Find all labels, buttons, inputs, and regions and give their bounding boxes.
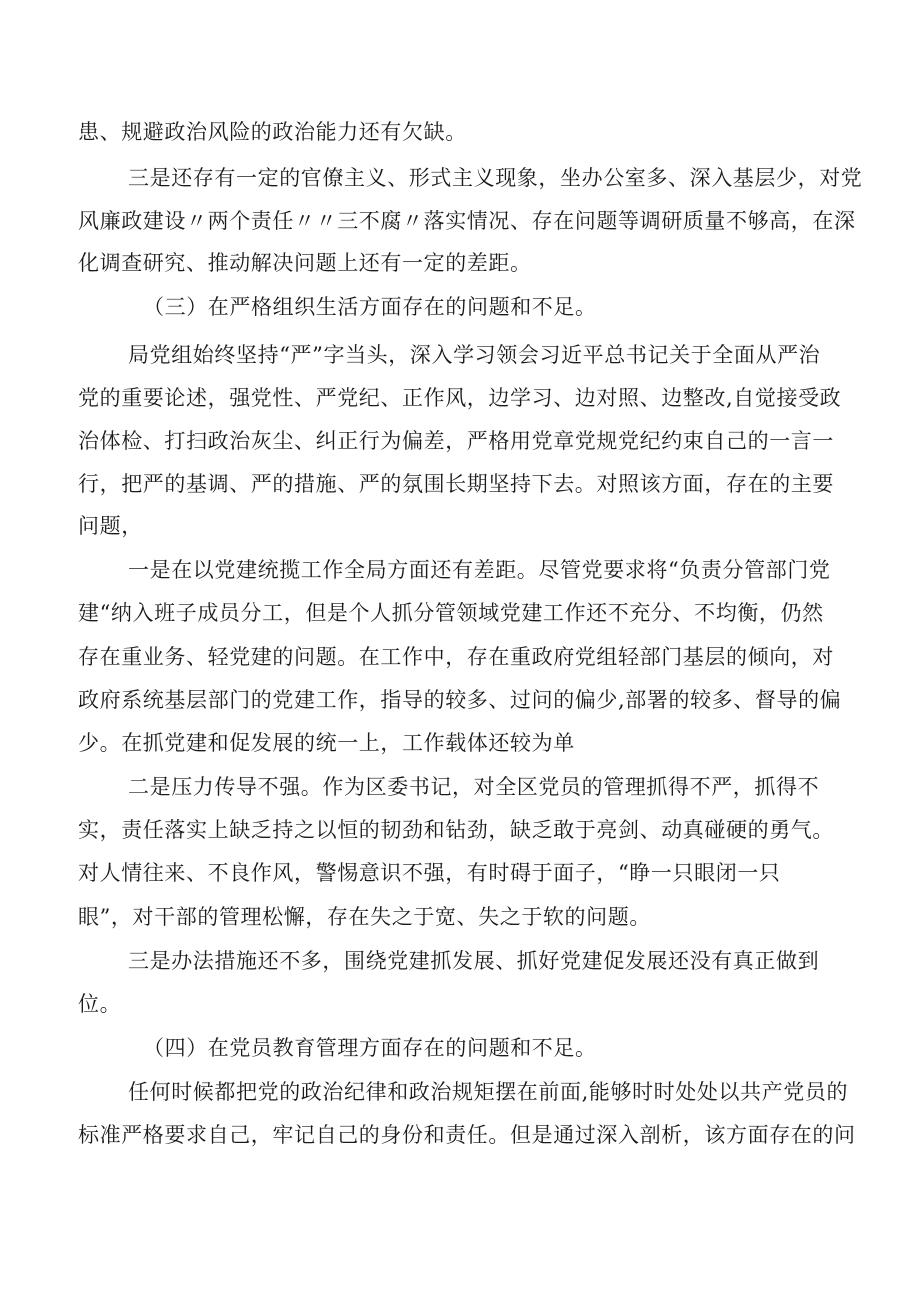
text-line: 一是在以党建统揽工作全局方面还有差距。尽管党要求将“负责分管部门党	[128, 558, 831, 582]
text-line: 问题，	[78, 514, 143, 538]
text-line: 标准严格要求自己，牢记自己的身份和责任。但是通过深入剖析，该方面存在的问	[78, 1123, 856, 1147]
text-line: 眼”，对干部的管理松懈，存在失之于宽、失之于软的问题。	[78, 905, 651, 929]
text-line: 二是压力传导不强。作为区委书记，对全区党员的管理抓得不严，抓得不	[128, 775, 820, 799]
text-line: 化调查研究、推动解决问题上还有一定的差距。	[78, 251, 532, 275]
text-line: 任何时候都把党的政治纪律和政治规矩摆在前面,能够时时处处以共产党员的	[128, 1080, 849, 1104]
text-line: 党的重要论述，强党性、严党纪、正作风，边学习、边对照、边整改,自觉接受政	[78, 386, 842, 410]
text-line: 三是还存有一定的官僚主义、形式主义现象，坐办公室多、深入基层少，对党	[128, 166, 863, 190]
text-line: 建“纳入班子成员分工，但是个人抓分管领域党建工作还不充分、不均衡，仍然	[78, 601, 824, 625]
section-heading: （四）在党员教育管理方面存在的问题和不足。	[143, 1036, 597, 1060]
text-line: 治体检、打扫政治灰尘、纠正行为偏差，严格用党章党规党纪约束自己的一言一	[78, 429, 834, 453]
text-line: 行，把严的基调、严的措施、严的氛围长期坚持下去。对照该方面，存在的主要	[78, 472, 834, 496]
text-line: 患、规避政治风险的政治能力还有欠缺。	[78, 120, 467, 144]
text-line: 实，责任落实上缺乏持之以恒的韧劲和钻劲，缺乏敢于亮剑、动真碰硬的勇气。	[78, 818, 834, 842]
text-line: 存在重业务、轻党建的问题。在工作中，存在重政府党组轻部门基层的倾向，对	[78, 645, 834, 669]
text-line: 位。	[78, 992, 122, 1016]
text-line: 风廉政建设〃两个责任〃〃三不腐〃落实情况、存在问题等调研质量不够高，在深	[78, 209, 856, 233]
section-heading: （三）在严格组织生活方面存在的问题和不足。	[143, 295, 597, 319]
text-line: 少。在抓党建和促发展的统一上，工作载体还较为单	[78, 731, 575, 755]
text-line: 局党组始终坚持“严”字当头，深入学习领会习近平总书记关于全面从严治	[128, 343, 821, 367]
text-line: 对人情往来、不良作风，警惕意识不强，有时碍于面子，“睁一只眼闭一只	[78, 861, 781, 885]
text-line: 政府系统基层部门的党建工作，指导的较多、过问的偏少,部署的较多、督导的偏	[78, 688, 842, 712]
text-line: 三是办法措施还不多，围绕党建抓发展、抓好党建促发展还没有真正做到	[128, 949, 820, 973]
